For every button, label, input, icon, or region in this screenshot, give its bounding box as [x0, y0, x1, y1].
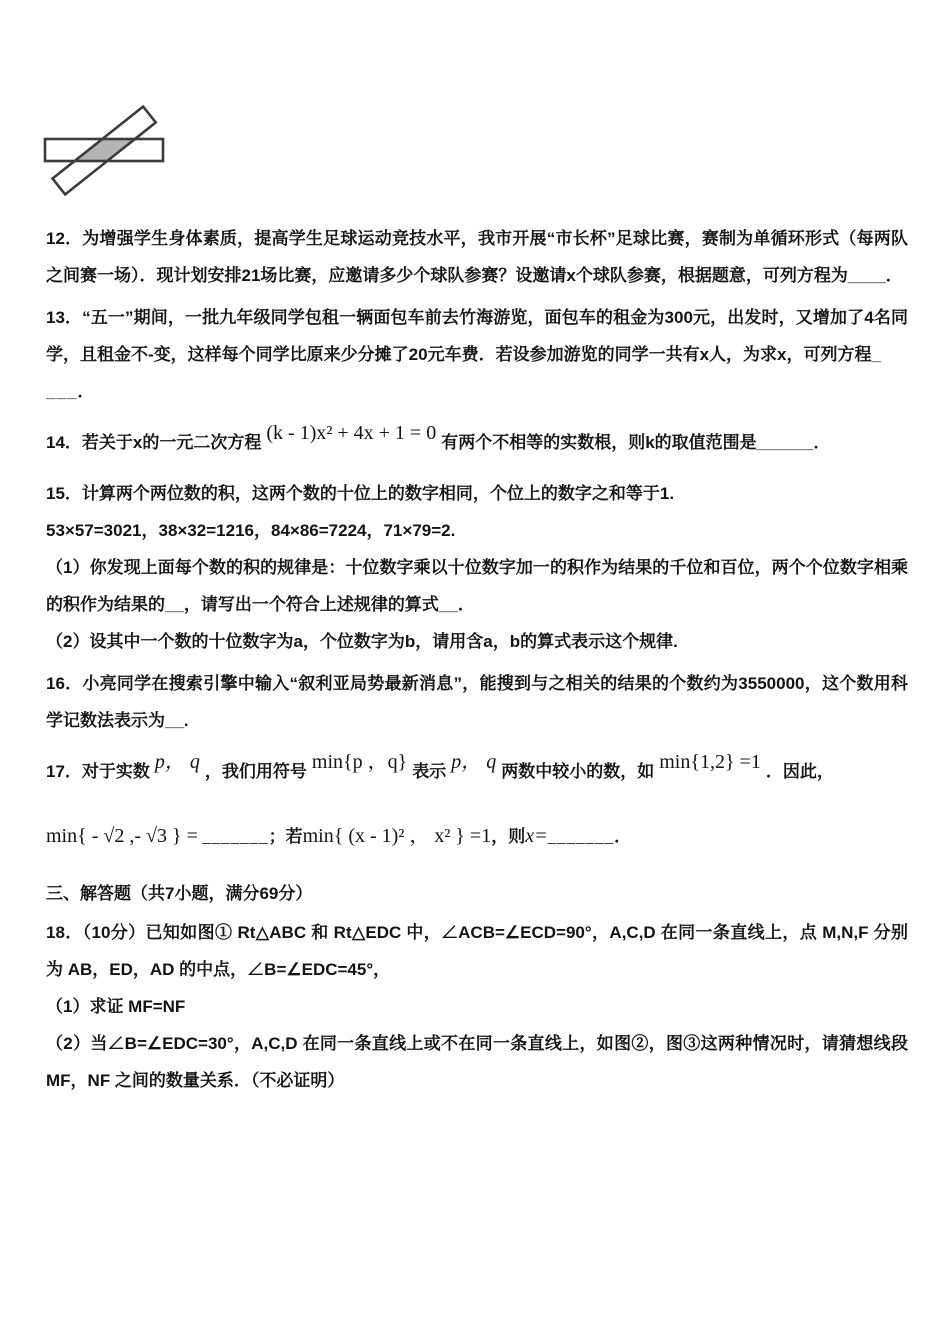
- question-16-text: 16．小亮同学在搜索引擎中输入“叙利亚局势最新消息”，能搜到与之相关的结果的个数约为3550000，这个数用科学记数法表示为__.: [46, 674, 908, 730]
- question-12-text: 12．为增强学生身体素质，提高学生足球运动竞技水平，我市开展“市长杯”足球比赛，赛制为单循环形式（每两队之间赛一场）．现计划安排21场比赛，应邀请多少个球队参赛？设邀请x个球队参赛，根据题意，可列方程为____．: [46, 229, 908, 285]
- question-17-math-minpq: min{p ，q}: [311, 751, 408, 773]
- question-17-text-5: ；若: [268, 827, 303, 846]
- question-17-math-xeq: x=: [525, 825, 548, 847]
- question-15-part2: [46, 623, 908, 660]
- question-17-blank-2: _______: [547, 827, 615, 846]
- question-15-text: 15．计算两个两位数的积，这两个数的十位上的数字相同，个位上的数字之和等于1.: [46, 484, 675, 503]
- question-17-line2: [46, 810, 908, 863]
- question-18-part1: [46, 988, 908, 1025]
- question-17-text-7: ．: [614, 827, 632, 846]
- question-18: [46, 914, 908, 988]
- question-17-line1: [46, 747, 908, 796]
- question-17-math-minsqrt: min{ - √2 ,- √3 } =: [46, 825, 198, 847]
- question-18-part2: [46, 1025, 908, 1099]
- question-18-text: 18．（10分）已知如图① Rt△ABC 和 Rt△EDC 中，∠ACB=∠ECD=90°，A,C,D 在同一条直线上，点 M,N,F 分别为 AB，ED，AD 的中点，∠B=∠EDC=45°，: [46, 923, 908, 979]
- question-15-part1: [46, 549, 908, 623]
- question-14-pre: 14．若关于x的一元二次方程: [46, 433, 262, 452]
- question-14-post: 有两个不相等的实数根，则k的取值范围是______．: [441, 433, 831, 452]
- question-17-text-2: 表示: [412, 762, 447, 781]
- question-14-formula: (k - 1)x² + 4x + 1 = 0: [266, 422, 437, 444]
- question-17-math-pq-2: p， q: [451, 751, 497, 773]
- question-18-part2-text: （2）当∠B=∠EDC=30°，A,C,D 在同一条直线上或不在同一条直线上，如图②，图③这两种情况时，请猜想线段 MF，NF 之间的数量关系．（不必证明）: [46, 1034, 908, 1090]
- question-17-math-minx: min{ (x - 1)² ， x² } =1: [302, 825, 492, 847]
- question-15-examples: [46, 512, 908, 549]
- question-14: [46, 420, 908, 465]
- overlap-region: [75, 139, 135, 161]
- question-15: [46, 475, 908, 512]
- question-15-part2-text: （2）设其中一个数的十位数字为a，个位数字为b，请用含a，b的算式表示这个规律.: [46, 632, 678, 651]
- strips-figure: [40, 78, 172, 210]
- question-16: [46, 665, 908, 739]
- question-15-examples-text: 53×57=3021，38×32=1216，84×86=7224，71×79=2.: [46, 521, 456, 540]
- section-3-heading: [46, 875, 908, 912]
- question-13-blank-line: [46, 373, 908, 410]
- question-17-text-3: 两数中较小的数，如: [501, 762, 655, 781]
- questions-content: [46, 220, 908, 1104]
- question-17-math-min12: min{1,2} =1: [659, 751, 761, 773]
- question-13-text: 13．“五一”期间，一批九年级同学包租一辆面包车前去竹海游览，面包车的租金为300元，出发时，又增加了4名同学，且租金不-变，这样每个同学比原来少分摊了20元车费．若设参加游览的同学一共有x人，为求x，可列方程_: [46, 308, 908, 364]
- question-17-text-1: ，我们用符号: [204, 762, 307, 781]
- question-17-text-6: ，则: [491, 827, 526, 846]
- question-17-blank-1: _______: [202, 827, 269, 846]
- section-3-heading-text: 三、解答题（共7小题，满分69分）: [46, 884, 313, 903]
- question-12: [46, 220, 908, 294]
- question-15-part1-text: （1）你发现上面每个数的积的规律是：十位数字乘以十位数字加一的积作为结果的千位和百位，两个个位数字相乘的积作为结果的__，请写出一个符合上述规律的算式__．: [46, 558, 908, 614]
- question-17-math-pq-1: p， q: [154, 751, 200, 773]
- question-17-text-4: ．因此，: [765, 762, 834, 781]
- question-13-blank: ___．: [46, 382, 96, 401]
- question-13: [46, 299, 908, 373]
- strips-figure-svg: [40, 78, 172, 210]
- question-18-part1-text: （1）求证 MF=NF: [46, 997, 186, 1016]
- question-17-pre: 17．对于实数: [46, 762, 150, 781]
